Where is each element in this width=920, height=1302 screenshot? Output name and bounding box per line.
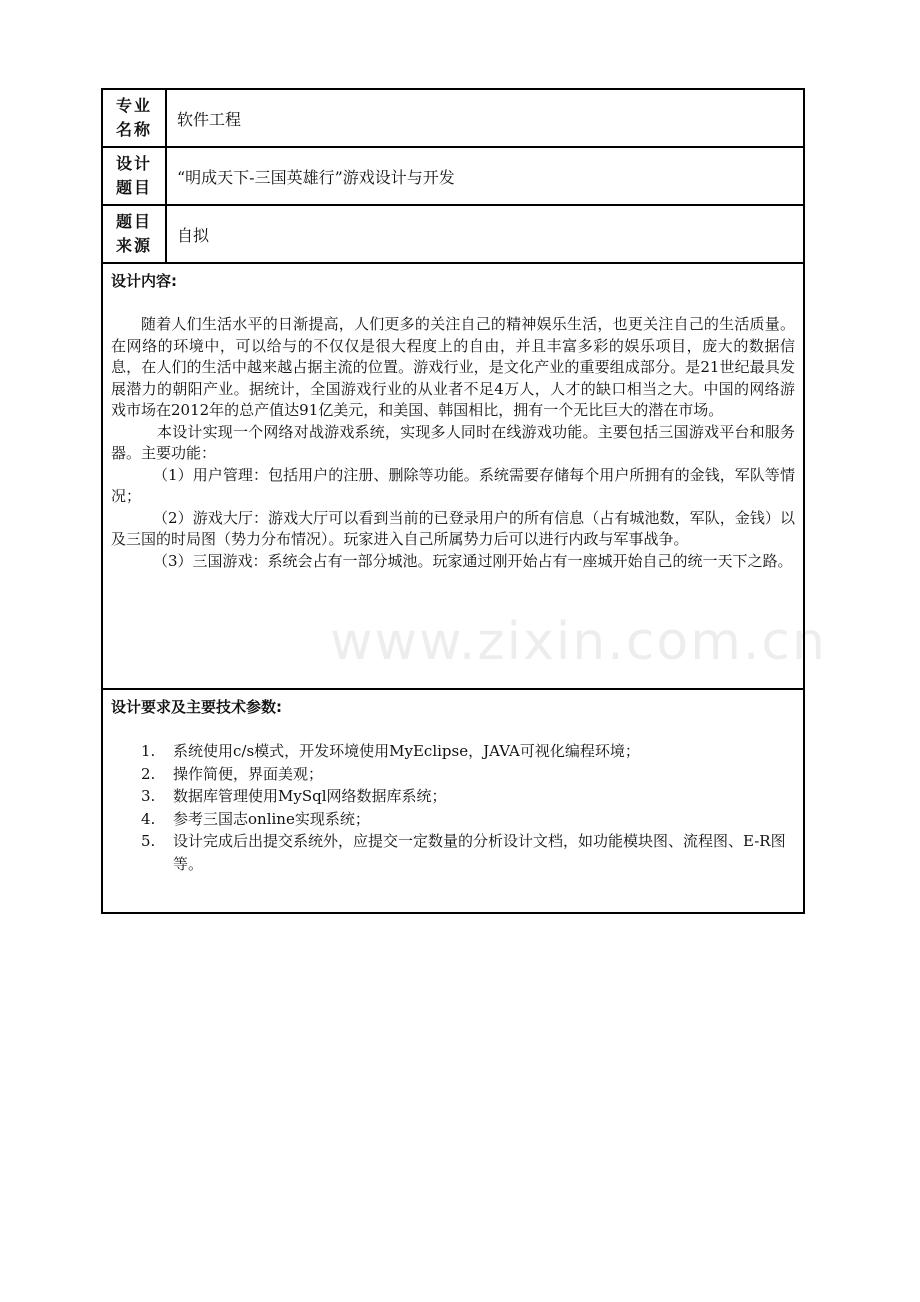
requirements-title: 设计要求及主要技术参数:: [111, 698, 282, 716]
value-topic-source: 自拟: [166, 205, 804, 263]
list-item: 5. 设计完成后出提交系统外，应提交一定数量的分析设计文档，如功能模块图、流程图、E-R图等。: [141, 832, 786, 873]
content-paragraph: （1）用户管理：包括用户的注册、删除等功能。系统需要存储每个用户所拥有的金钱，军队等情况；: [111, 465, 795, 505]
list-item: 1. 系统使用c/s模式，开发环境使用MyEclipse，JAVA可视化编程环境；: [141, 742, 640, 760]
design-content-body: [111, 314, 795, 572]
row-design-topic: [102, 147, 804, 205]
content-paragraph: 本设计实现一个网络对战游戏系统，实现多人同时在线游戏功能。主要包括三国游戏平台和服务器。主要功能：: [111, 422, 795, 462]
content-paragraph: （3）三国游戏：系统会占有一部分城池。玩家通过刚开始占有一座城开始自己的统一天下之路。: [153, 551, 793, 570]
label-design-topic: 设计 题目: [102, 147, 166, 205]
requirements-section: [102, 689, 804, 913]
row-topic-source: [102, 205, 804, 263]
row-major: [102, 89, 804, 147]
content-paragraph: 随着人们生活水平的日渐提高，人们更多的关注自己的精神娱乐生活，也更关注自己的生活质量。在网络的环境中，可以给与的不仅仅是很大程度上的自由，并且丰富多彩的娱乐项目，庞大的数据信息，在人们的生活中越来越占据主流的位置。游戏行业，是文化产业的重要组成部分。是21世纪最具发展潜力的朝阳产业。据统计，全国游戏行业的从业者不足4万人，人才的缺口相当之大。中国的网络游戏市场在2012年的总产值达91亿美元，和美国、韩国相比，拥有一个无比巨大的潜在市场。: [111, 315, 795, 419]
requirements-list: [111, 740, 795, 875]
watermark: www.zixin.com.cn: [330, 612, 827, 672]
design-task-form: [101, 88, 803, 914]
content-paragraph: （2）游戏大厅：游戏大厅可以看到当前的已登录用户的所有信息（占有城池数，军队，金钱）以及三国的时局图（势力分布情况）。玩家进入自己所属势力后可以进行内政与军事战争。: [111, 508, 795, 548]
value-design-topic: “明成天下-三国英雄行”游戏设计与开发: [166, 147, 804, 205]
list-item: 2. 操作简便，界面美观；: [141, 764, 324, 783]
list-item: 4. 参考三国志online实现系统；: [141, 809, 370, 828]
label-topic-source: 题目 来源: [102, 205, 166, 263]
design-content-title: 设计内容:: [111, 272, 177, 290]
form-table: [101, 88, 805, 914]
value-major: 软件工程: [166, 89, 804, 147]
list-item: 3. 数据库管理使用MySql网络数据库系统；: [141, 787, 447, 805]
label-major: 专业 名称: [102, 89, 166, 147]
row-requirements: [102, 689, 804, 913]
